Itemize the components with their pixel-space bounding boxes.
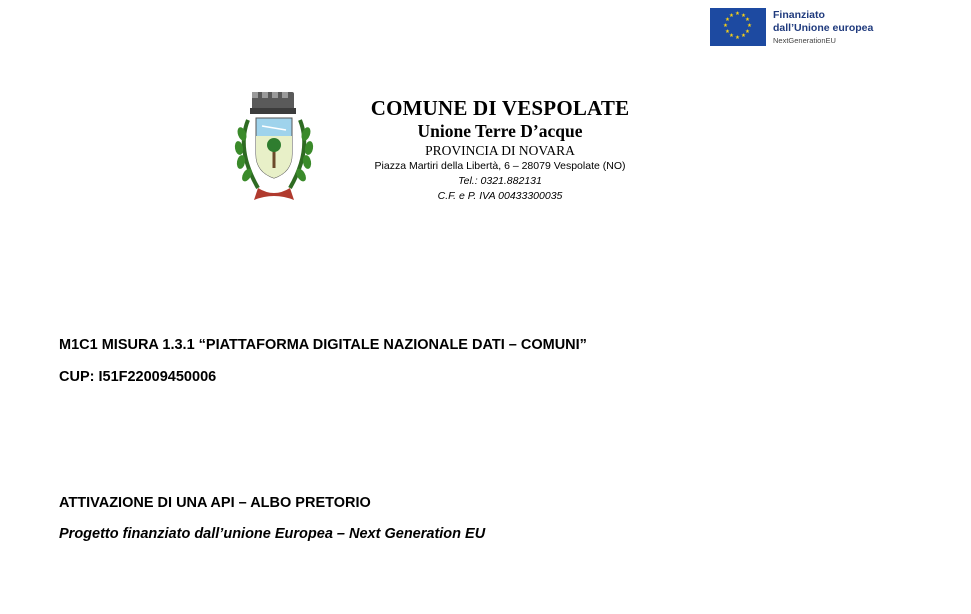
funding-note: Progetto finanziato dall’unione Europea – Next Generation EU	[59, 526, 486, 542]
eu-flag-icon: ★ ★ ★ ★ ★ ★ ★ ★ ★ ★ ★ ★	[710, 8, 766, 46]
tax-id: C.F. e P. IVA 00433300035	[437, 190, 563, 202]
eu-badge-line3: NextGenerationEU	[773, 36, 836, 45]
subject-heading: ATTIVAZIONE DI UNA API – ALBO PRETORIO	[59, 495, 371, 511]
eu-badge-line1: Finanziato	[773, 9, 825, 21]
eu-badge-line2: dall’Unione europea	[773, 22, 874, 34]
province-name: PROVINCIA DI NOVARA	[425, 143, 575, 158]
municipality-name: COMUNE DI VESPOLATE	[370, 96, 630, 120]
eu-badge-text	[773, 9, 873, 46]
eu-funding-badge	[710, 8, 873, 46]
address: Piazza Martiri della Libertà, 6 – 28079 Vespolate (NO)	[374, 160, 626, 172]
cup-code: CUP: I51F22009450006	[59, 369, 217, 385]
union-name: Unione Terre D’acque	[417, 121, 583, 141]
letterhead	[350, 96, 650, 204]
phone: Tel.: 0321.882131	[458, 175, 542, 187]
municipal-crest-icon	[228, 90, 322, 208]
measure-heading: M1C1 MISURA 1.3.1 “PIATTAFORMA DIGITALE NAZIONALE DATI – COMUNI”	[59, 337, 587, 353]
